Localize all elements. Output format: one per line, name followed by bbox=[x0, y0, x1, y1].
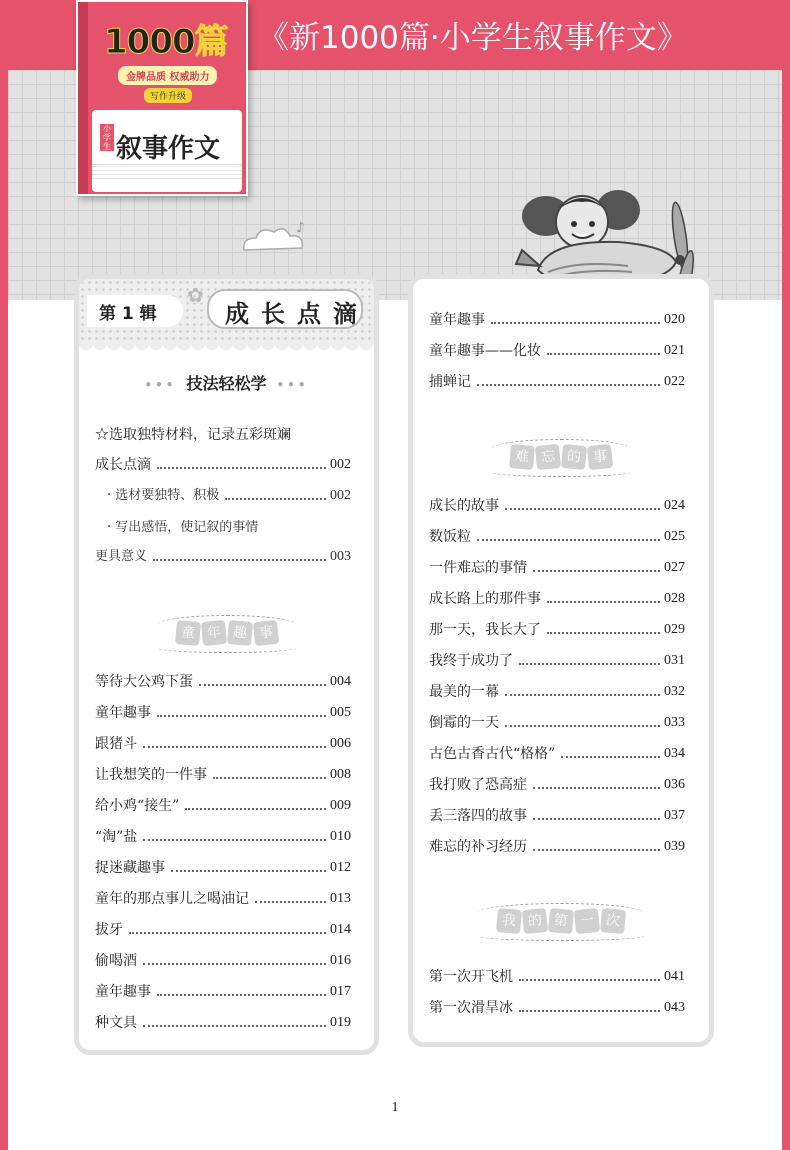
toc-entry[interactable]: 捕蝉记 022 bbox=[429, 374, 685, 390]
cover-tag: 小学生 bbox=[100, 124, 114, 151]
section-heading: 童 年 趣 事 bbox=[79, 621, 374, 645]
left-border bbox=[0, 70, 8, 1150]
toc-entry[interactable]: 给小鸡“接生” 009 bbox=[95, 798, 351, 814]
technique-heading: ••• 技法轻松学 ••• bbox=[144, 374, 309, 393]
right-border bbox=[782, 70, 790, 1150]
toc-entry[interactable]: 我终于成功了 031 bbox=[429, 653, 685, 669]
toc-panel-right bbox=[408, 274, 714, 1047]
toc-entry[interactable]: 倒霉的一天 033 bbox=[429, 715, 685, 731]
toc-entry[interactable]: 成长的故事 024 bbox=[429, 498, 685, 514]
toc-entry[interactable]: · 选材要独特、积极 002 bbox=[107, 488, 351, 503]
toc-entry[interactable]: 童年趣事——化妆 021 bbox=[429, 343, 685, 359]
toc-entry[interactable]: 童年趣事 020 bbox=[429, 312, 685, 328]
toc-entry[interactable]: 古色古香古代“格格” 034 bbox=[429, 746, 685, 762]
chapter-header bbox=[79, 279, 374, 357]
toc-entry[interactable]: 童年趣事 005 bbox=[95, 705, 351, 721]
toc-entry[interactable]: 我打败了恐高症 036 bbox=[429, 777, 685, 793]
toc-entry[interactable]: 种文具 019 bbox=[95, 1015, 351, 1031]
toc-entry[interactable]: 跟猪斗 006 bbox=[95, 736, 351, 752]
book-cover bbox=[76, 0, 248, 196]
scallop-edge bbox=[79, 343, 374, 357]
toc-entry[interactable]: 第一次开飞机 041 bbox=[429, 969, 685, 985]
cover-spine bbox=[78, 2, 88, 194]
toc-entry[interactable]: 一件难忘的事情 027 bbox=[429, 560, 685, 576]
dots-icon: ••• bbox=[276, 377, 309, 392]
toc-entry[interactable]: “淘”盐 010 bbox=[95, 829, 351, 845]
toc-entry[interactable]: 偷喝酒 016 bbox=[95, 953, 351, 969]
svg-text:♪: ♪ bbox=[296, 220, 305, 236]
cover-badge: 金牌品质 权威助力 bbox=[118, 66, 217, 85]
section-heading: 我 的 第 一 次 bbox=[413, 909, 709, 933]
cover-fine-print bbox=[92, 164, 242, 182]
toc-entry[interactable]: 数饭粒 025 bbox=[429, 529, 685, 545]
toc-entry[interactable]: 第一次滑旱冰 043 bbox=[429, 1000, 685, 1016]
technique-intro: ☆选取独特材料，记录五彩斑斓 bbox=[95, 427, 291, 443]
dots-icon: ••• bbox=[144, 377, 177, 392]
section-heading: 难 忘 的 事 bbox=[413, 445, 709, 469]
page-title: 《新1000篇·小学生叙事作文》 bbox=[258, 20, 688, 56]
butterfly-icon: ✿ bbox=[187, 283, 204, 307]
cover-badge-small: 写作升级 bbox=[144, 88, 192, 103]
cover-big-title: 1000篇 bbox=[104, 22, 228, 62]
toc-entry[interactable]: 丢三落四的故事 037 bbox=[429, 808, 685, 824]
toc-entry[interactable]: 那一天，我长大了 029 bbox=[429, 622, 685, 638]
toc-entry[interactable]: 更具意义 003 bbox=[95, 549, 351, 564]
toc-entry[interactable]: 童年趣事 017 bbox=[95, 984, 351, 1000]
cloud-icon bbox=[234, 220, 314, 260]
chapter-title: 成长点滴 bbox=[207, 289, 363, 329]
toc-entry[interactable]: 让我想笑的一件事 008 bbox=[95, 767, 351, 783]
toc-entry[interactable]: 捉迷藏趣事 012 bbox=[95, 860, 351, 876]
page-number: 1 bbox=[391, 1100, 399, 1115]
toc-entry[interactable]: 拔牙 014 bbox=[95, 922, 351, 938]
toc-panel-left bbox=[74, 274, 379, 1055]
cover-title: 叙事作文 bbox=[116, 134, 221, 164]
toc-entry[interactable]: 等待大公鸡下蛋 004 bbox=[95, 674, 351, 690]
toc-entry-wrap[interactable]: · 写出感悟，使记叙的事情 bbox=[107, 520, 259, 535]
toc-entry[interactable]: 最美的一幕 032 bbox=[429, 684, 685, 700]
chapter-number: 第 1 辑 bbox=[87, 295, 183, 327]
toc-entry[interactable]: 成长路上的那件事 028 bbox=[429, 591, 685, 607]
toc-entry[interactable]: 难忘的补习经历 039 bbox=[429, 839, 685, 855]
toc-entry[interactable]: 童年的那点事儿之喝油记 013 bbox=[95, 891, 351, 907]
toc-entry[interactable]: 成长点滴 002 bbox=[95, 457, 351, 473]
